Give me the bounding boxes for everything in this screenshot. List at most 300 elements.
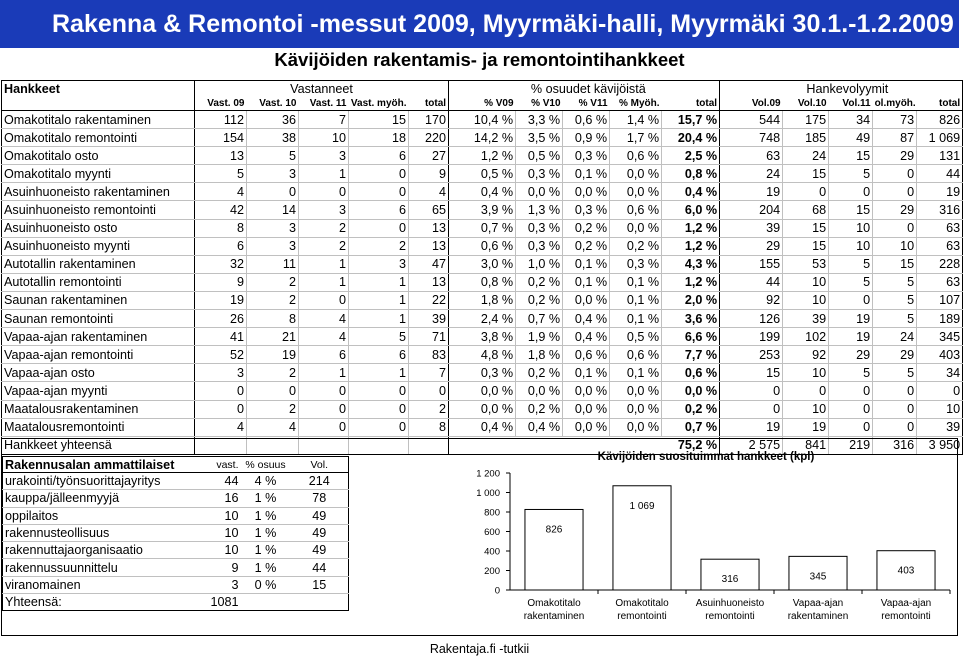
table-cell: 0,3 %: [610, 255, 662, 273]
table-cell: 10: [829, 219, 873, 237]
table-cell: 0: [247, 183, 299, 201]
table-cell: 0: [873, 418, 917, 436]
table-cell: 4: [195, 418, 247, 436]
header-vastanneet: Vastanneet: [195, 81, 449, 97]
table-cell: 3: [247, 237, 299, 255]
table-cell: 2: [349, 237, 409, 255]
table-cell: 6,0 %: [662, 201, 720, 219]
table-cell: 63: [917, 273, 963, 291]
table-cell: 15: [873, 255, 917, 273]
table-cell: 0,0 %: [458, 400, 516, 418]
table-cell: [720, 219, 733, 237]
prof-vol: 214: [291, 473, 349, 490]
table-cell: 7: [409, 364, 449, 382]
col-vol-11: Vol.11: [829, 97, 873, 111]
table-cell: [449, 165, 458, 183]
prof-total-row: [3, 594, 349, 611]
x-tick-label: Vapaa-ajan: [880, 598, 932, 609]
table-cell: [449, 273, 458, 291]
table-cell: 102: [783, 328, 829, 346]
table-cell: 1,0 %: [516, 255, 563, 273]
table-cell: 22: [409, 291, 449, 309]
table-cell: 0: [299, 418, 349, 436]
table-cell: 10: [783, 400, 829, 418]
table-cell: 0,7 %: [662, 418, 720, 436]
table-cell: 3,6 %: [662, 310, 720, 328]
prof-pct: 0 %: [241, 576, 291, 593]
table-cell: 1: [299, 273, 349, 291]
table-cell: 2: [247, 291, 299, 309]
prof-name: urakointi/työnsuorittajayritys: [3, 473, 186, 490]
table-cell: [720, 346, 733, 364]
prof-pct: 1 %: [241, 559, 291, 576]
table-cell: 0,0 %: [516, 382, 563, 400]
prof-name: rakennuttajaorganisaatio: [3, 542, 186, 559]
list-item: [3, 490, 349, 507]
table-cell: 0,6 %: [563, 111, 610, 129]
col-pct-09: % V09: [458, 97, 516, 111]
table-cell: 0,6 %: [610, 346, 662, 364]
table-cell: 0,1 %: [563, 364, 610, 382]
table-cell: 87: [873, 129, 917, 147]
table-cell: 11: [247, 255, 299, 273]
footer-note: Rakentaja.fi -tutkii: [429, 642, 530, 656]
table-cell: 2: [247, 400, 299, 418]
table-cell: 0: [299, 291, 349, 309]
table-cell: [720, 400, 733, 418]
table-cell: 10: [783, 291, 829, 309]
table-cell: 0,2 %: [516, 291, 563, 309]
table-cell: [720, 310, 733, 328]
table-cell: 0,0 %: [563, 382, 610, 400]
table-cell: 10: [917, 400, 963, 418]
table-cell: 92: [733, 291, 783, 309]
table-row: [2, 255, 963, 273]
x-tick-label: Asuinhuoneisto: [695, 598, 765, 609]
table-cell: [720, 255, 733, 273]
table-cell: 0,6 %: [610, 201, 662, 219]
prof-header-pct: % osuus: [241, 457, 291, 473]
table-row: [2, 273, 963, 291]
table-cell: 0: [783, 183, 829, 201]
x-tick-label: rakentaminen: [787, 611, 849, 622]
table-cell: 0,4 %: [458, 183, 516, 201]
table-cell: 15: [733, 364, 783, 382]
table-cell: 0,0 %: [610, 382, 662, 400]
table-cell: 44: [733, 273, 783, 291]
table-cell: 0,7 %: [458, 219, 516, 237]
table-cell: 0,2 %: [516, 400, 563, 418]
table-cell: 0: [349, 382, 409, 400]
table-cell: 0,1 %: [610, 310, 662, 328]
table-cell: 19: [733, 418, 783, 436]
table-cell: [449, 237, 458, 255]
table-cell: 19: [247, 346, 299, 364]
table-cell: [449, 255, 458, 273]
list-item: [3, 542, 349, 559]
table-cell: 10,4 %: [458, 111, 516, 129]
table-cell: 0,6 %: [610, 147, 662, 165]
table-cell: 1: [299, 364, 349, 382]
table-cell: [720, 147, 733, 165]
table-cell: 2: [247, 364, 299, 382]
x-tick-label: Vapaa-ajan: [792, 598, 844, 609]
table-cell: 5: [195, 165, 247, 183]
table-cell: [720, 364, 733, 382]
prof-vast: 10: [186, 542, 241, 559]
table-cell: 5: [829, 273, 873, 291]
row-label: Vapaa-ajan osto: [2, 364, 195, 382]
table-cell: [449, 310, 458, 328]
table-cell: 15: [783, 165, 829, 183]
col-pct-total: total: [662, 97, 720, 111]
table-cell: 3,5 %: [516, 129, 563, 147]
table-cell: 15,7 %: [662, 111, 720, 129]
table-cell: 10: [783, 273, 829, 291]
table-cell: 71: [409, 328, 449, 346]
table-row: [2, 237, 963, 255]
table-cell: 3: [349, 255, 409, 273]
table-cell: 0: [873, 165, 917, 183]
x-tick-label: remontointi: [617, 611, 667, 622]
prof-vol: 15: [291, 576, 349, 593]
table-cell: 42: [195, 201, 247, 219]
table-cell: 8: [409, 418, 449, 436]
table-cell: [291, 594, 349, 611]
table-row: [2, 364, 963, 382]
table-cell: 19: [783, 418, 829, 436]
x-tick-label: Omakotitalo: [615, 598, 669, 609]
table-cell: 10: [829, 237, 873, 255]
table-cell: 44: [917, 165, 963, 183]
table-cell: 0,1 %: [610, 364, 662, 382]
table-cell: 1: [349, 310, 409, 328]
table-cell: 0,1 %: [610, 273, 662, 291]
table-cell: 0: [349, 183, 409, 201]
table-cell: 0: [829, 291, 873, 309]
y-tick-label: 800: [484, 507, 500, 519]
row-label: Omakotitalo osto: [2, 147, 195, 165]
table-cell: 65: [409, 201, 449, 219]
row-label: Asuinhuoneisto osto: [2, 219, 195, 237]
table-cell: 220: [409, 129, 449, 147]
table-cell: 9: [409, 165, 449, 183]
table-cell: 1,2 %: [662, 219, 720, 237]
table-cell: 2,0 %: [662, 291, 720, 309]
data-label: 1 069: [629, 500, 655, 512]
table-cell: 39: [783, 310, 829, 328]
table-cell: 0,4 %: [563, 310, 610, 328]
table-cell: 0,5 %: [458, 165, 516, 183]
table-cell: 36: [247, 111, 299, 129]
prof-vast: 9: [186, 559, 241, 576]
prof-vol: 49: [291, 507, 349, 524]
table-cell: 53: [783, 255, 829, 273]
table-cell: 8: [195, 219, 247, 237]
table-cell: 0,3 %: [458, 364, 516, 382]
table-cell: 0,9 %: [563, 129, 610, 147]
table-cell: 0,0 %: [610, 183, 662, 201]
y-tick-label: 400: [484, 546, 500, 558]
table-cell: 5: [247, 147, 299, 165]
prof-header-label: Rakennusalan ammattilaiset: [3, 457, 186, 473]
prof-vast: 16: [186, 490, 241, 507]
table-cell: 24: [733, 165, 783, 183]
table-cell: 0: [733, 400, 783, 418]
table-row: [2, 129, 963, 147]
total-label: Hankkeet yhteensä: [2, 436, 195, 454]
table-cell: 0,3 %: [516, 165, 563, 183]
header-hankevolyymit: Hankevolyymit: [733, 81, 963, 97]
table-cell: 3: [299, 201, 349, 219]
table-cell: 0,4 %: [458, 418, 516, 436]
table-cell: 3,0 %: [458, 255, 516, 273]
total-vol: 3 950: [917, 436, 963, 454]
table-cell: [449, 346, 458, 364]
table-cell: [449, 219, 458, 237]
table-cell: 0: [873, 219, 917, 237]
table-cell: 0,0 %: [563, 183, 610, 201]
table-cell: 0: [829, 400, 873, 418]
table-cell: 5: [829, 364, 873, 382]
table-cell: 63: [733, 147, 783, 165]
table-cell: 5: [829, 255, 873, 273]
table-cell: 0: [783, 382, 829, 400]
table-cell: 29: [873, 346, 917, 364]
table-cell: 68: [783, 201, 829, 219]
table-cell: 0,6 %: [563, 346, 610, 364]
table-cell: [449, 201, 458, 219]
table-cell: 0: [409, 382, 449, 400]
total-vol: 841: [783, 436, 829, 454]
table-row: [2, 328, 963, 346]
row-label: Asuinhuoneisto remontointi: [2, 201, 195, 219]
data-label: 826: [545, 524, 563, 536]
table-cell: 316: [917, 201, 963, 219]
table-cell: 0,1 %: [563, 255, 610, 273]
total-vol: 219: [829, 436, 873, 454]
table-cell: 1: [299, 255, 349, 273]
prof-total-vast: 1081: [186, 594, 241, 611]
y-tick-label: 200: [484, 566, 500, 577]
table-cell: 170: [409, 111, 449, 129]
col-vast-09: Vast. 09: [195, 97, 247, 111]
table-cell: 18: [349, 129, 409, 147]
row-label: Saunan rakentaminen: [2, 291, 195, 309]
table-cell: 1,2 %: [662, 273, 720, 291]
table-cell: 13: [409, 273, 449, 291]
table-cell: 2,4 %: [458, 310, 516, 328]
table-cell: 199: [733, 328, 783, 346]
table-cell: 0: [829, 418, 873, 436]
page-subtitle: Kävijöiden rakentamis- ja remontointihankkeet: [274, 49, 685, 70]
table-cell: 0: [829, 382, 873, 400]
table-cell: 345: [917, 328, 963, 346]
table-cell: 544: [733, 111, 783, 129]
table-cell: 189: [917, 310, 963, 328]
table-cell: 0,6 %: [458, 237, 516, 255]
total-pct: 75,2 %: [662, 436, 720, 454]
x-tick-label: remontointi: [705, 611, 755, 622]
table-cell: 3: [299, 147, 349, 165]
table-row: [2, 400, 963, 418]
list-item: [3, 559, 349, 576]
table-cell: 1: [349, 291, 409, 309]
list-item: [3, 507, 349, 524]
prof-total-label: Yhteensä:: [3, 594, 186, 611]
y-tick-label: 1 000: [476, 488, 500, 499]
prof-vast: 44: [186, 473, 241, 490]
table-cell: 0: [349, 400, 409, 418]
prof-name: oppilaitos: [3, 507, 186, 524]
prof-pct: 1 %: [241, 490, 291, 507]
col-vol-total: total: [917, 97, 963, 111]
prof-header-vol: Vol.: [291, 457, 349, 473]
x-tick-label: remontointi: [881, 611, 931, 622]
table-cell: 126: [733, 310, 783, 328]
prof-name: rakennussuunnittelu: [3, 559, 186, 576]
table-cell: 0,8 %: [458, 273, 516, 291]
projects-table: [1, 80, 963, 455]
table-cell: 13: [195, 147, 247, 165]
table-cell: 6: [195, 237, 247, 255]
table-cell: 228: [917, 255, 963, 273]
table-cell: 41: [195, 328, 247, 346]
table-cell: [720, 111, 733, 129]
col-vast-10: Vast. 10: [247, 97, 299, 111]
table-cell: 15: [783, 219, 829, 237]
table-cell: 185: [783, 129, 829, 147]
table-cell: 0,0 %: [563, 291, 610, 309]
table-cell: 1,4 %: [610, 111, 662, 129]
table-row: [2, 111, 963, 129]
table-cell: 0,4 %: [563, 328, 610, 346]
table-cell: 0,6 %: [662, 364, 720, 382]
table-cell: 0: [873, 382, 917, 400]
data-label: 316: [721, 574, 739, 586]
table-cell: 5: [829, 165, 873, 183]
table-cell: 748: [733, 129, 783, 147]
table-cell: 0,2 %: [610, 237, 662, 255]
table-cell: 2: [299, 219, 349, 237]
prof-vol: 49: [291, 524, 349, 541]
list-item: [3, 473, 349, 490]
table-cell: 1,7 %: [610, 129, 662, 147]
table-cell: 0,1 %: [563, 165, 610, 183]
table-cell: 0,2 %: [516, 273, 563, 291]
prof-vol: 44: [291, 559, 349, 576]
table-cell: 1,8 %: [458, 291, 516, 309]
table-row: [2, 346, 963, 364]
table-cell: 0,5 %: [610, 328, 662, 346]
table-cell: 0: [873, 400, 917, 418]
bar: [525, 509, 583, 590]
table-cell: 29: [873, 201, 917, 219]
table-cell: 29: [733, 237, 783, 255]
table-cell: [449, 418, 458, 436]
table-row: [2, 165, 963, 183]
table-cell: 52: [195, 346, 247, 364]
table-cell: 403: [917, 346, 963, 364]
prof-vast: 3: [186, 576, 241, 593]
table-cell: 0: [195, 400, 247, 418]
table-cell: 0,4 %: [516, 418, 563, 436]
total-vol: 2 575: [733, 436, 783, 454]
row-label: Asuinhuoneisto myynti: [2, 237, 195, 255]
table-cell: 2: [299, 237, 349, 255]
table-cell: 1,2 %: [662, 237, 720, 255]
table-cell: 4: [409, 183, 449, 201]
table-cell: 5: [873, 291, 917, 309]
table-cell: 4: [299, 328, 349, 346]
table-cell: 0,2 %: [516, 364, 563, 382]
table-cell: [720, 328, 733, 346]
table-cell: 0: [195, 382, 247, 400]
table-cell: 4,8 %: [458, 346, 516, 364]
chart-title: Kävijöiden suosituimmat hankkeet (kpl): [597, 451, 815, 463]
table-cell: 0: [247, 382, 299, 400]
table-cell: 83: [409, 346, 449, 364]
prof-vol: 49: [291, 542, 349, 559]
row-label: Vapaa-ajan remontointi: [2, 346, 195, 364]
table-cell: 6: [349, 201, 409, 219]
col-vol-10: Vol.10: [783, 97, 829, 111]
table-cell: 155: [733, 255, 783, 273]
table-cell: 7: [299, 111, 349, 129]
table-cell: [720, 183, 733, 201]
table-cell: 0,7 %: [516, 310, 563, 328]
table-cell: 10: [299, 129, 349, 147]
table-cell: 20,4 %: [662, 129, 720, 147]
prof-vast: 10: [186, 524, 241, 541]
table-cell: 3,8 %: [458, 328, 516, 346]
table-cell: 0,5 %: [516, 147, 563, 165]
table-row: [2, 147, 963, 165]
list-item: [3, 524, 349, 541]
col-vast-total: total: [409, 97, 449, 111]
table-cell: 5: [349, 328, 409, 346]
table-cell: 2: [409, 400, 449, 418]
table-cell: 0,0 %: [662, 382, 720, 400]
table-cell: 6: [299, 346, 349, 364]
y-tick-label: 0: [494, 585, 500, 597]
prof-pct: 1 %: [241, 542, 291, 559]
header-osuudet: % osuudet kävijöistä: [458, 81, 720, 97]
table-cell: 0: [349, 219, 409, 237]
table-cell: 1: [299, 165, 349, 183]
table-cell: 1,9 %: [516, 328, 563, 346]
row-label: Autotallin rakentaminen: [2, 255, 195, 273]
table-cell: 2: [247, 273, 299, 291]
table-cell: 24: [873, 328, 917, 346]
prof-pct: 1 %: [241, 507, 291, 524]
table-cell: 0: [299, 183, 349, 201]
professionals-table: [2, 456, 349, 611]
row-label: Maatalousrakentaminen: [2, 400, 195, 418]
table-cell: 34: [829, 111, 873, 129]
table-cell: 5: [873, 273, 917, 291]
table-cell: 131: [917, 147, 963, 165]
col-vast-myoh: Vast. myöh.: [349, 97, 409, 111]
table-cell: [449, 400, 458, 418]
table-cell: 24: [783, 147, 829, 165]
table-cell: 14,2 %: [458, 129, 516, 147]
table-cell: 0: [299, 400, 349, 418]
table-cell: 0,0 %: [610, 400, 662, 418]
table-cell: 154: [195, 129, 247, 147]
table-cell: 19: [733, 183, 783, 201]
table-cell: 6: [349, 147, 409, 165]
